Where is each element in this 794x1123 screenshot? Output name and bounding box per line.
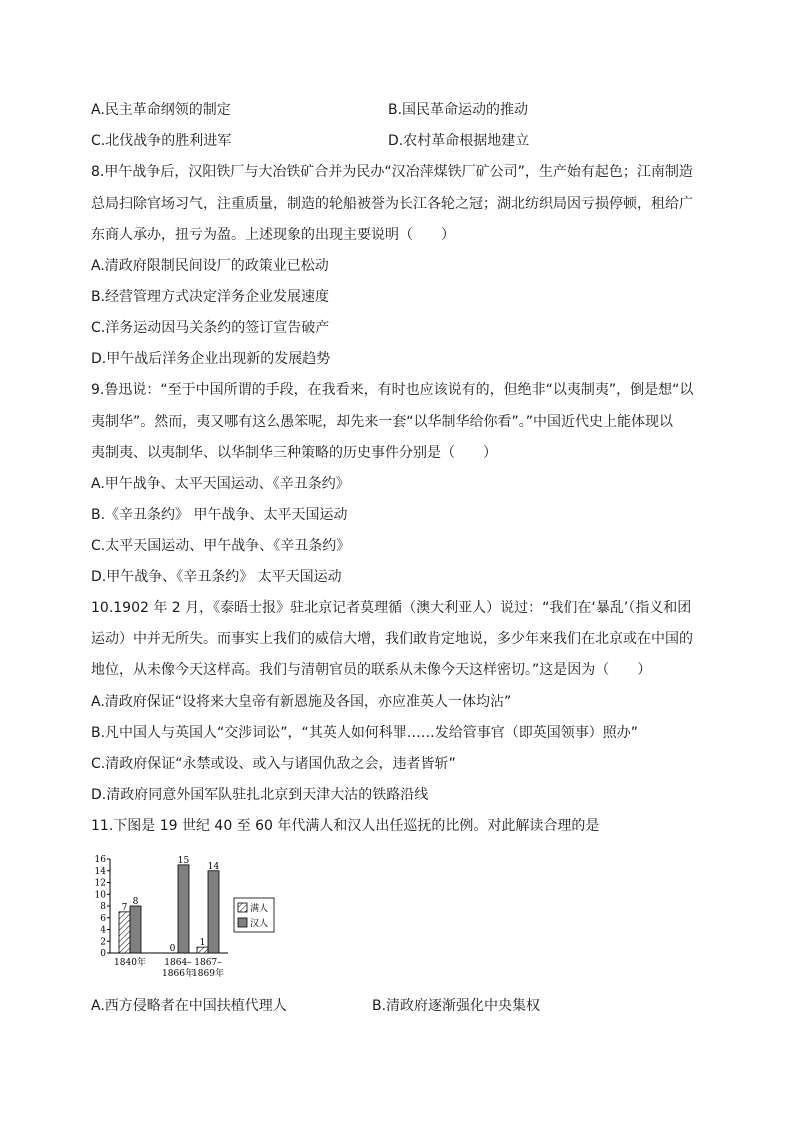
y-tick-label: 12 — [94, 878, 106, 889]
q10-option-a: A.清政府保证“设将来大皇帝有新恩施及各国，亦应准英人一体均沾” — [91, 694, 512, 710]
bar-value-label: 0 — [169, 944, 176, 954]
legend-label: 满人 — [250, 904, 269, 914]
q8-option-c: C.洋务运动因马关条约的签订宣告破产 — [91, 320, 330, 336]
q9-stem-line-1: 9.鲁迅说：“至于中国所谓的手段，在我看来，有时也应该说有的，但绝非“以夷制夷”，倒是想“以 — [91, 382, 694, 398]
x-category-label: 1866年 — [162, 969, 194, 979]
q8-stem-line-1: 8.甲午战争后，汉阳铁厂与大冶铁矿合并为民办“汉冶萍煤铁厂矿公司”，生产始有起色；江南制造 — [91, 164, 693, 180]
x-category-label: 1864– — [164, 958, 192, 968]
q8-option-d: D.甲午战后洋务企业出现新的发展趋势 — [91, 351, 331, 367]
q7-option-b: B.国民革命运动的推动 — [388, 102, 529, 118]
q7-option-d: D.农村革命根据地建立 — [388, 133, 530, 149]
bar-value-label: 14 — [207, 861, 220, 872]
q10-stem-line-3: 地位，从未像今天这样高。我们与清朝官员的联系从未像今天这样密切。”这是因为（ ） — [91, 662, 652, 678]
q11-bar-chart — [88, 848, 288, 983]
q9-stem-line-2: 夷制华”。然而，夷又哪有这么愚笨呢，却先来一套“以华制华给你看”。”中国近代史上能体现以 — [91, 414, 674, 430]
q10-option-d: D.清政府同意外国军队驻扎北京到天津大沽的铁路沿线 — [91, 787, 429, 803]
bar-value-label: 8 — [132, 897, 139, 907]
y-tick-label: 0 — [100, 949, 106, 959]
y-tick-label: 10 — [94, 890, 106, 901]
q9-option-b: B.《辛丑条约》 甲午战争、太平天国运动 — [91, 507, 348, 523]
q9-option-d: D.甲午战争、《辛丑条约》 太平天国运动 — [91, 569, 342, 585]
legend-swatch — [238, 903, 247, 912]
q10-stem-line-2: 运动）中并无所失。而事实上我们的威信大增，我们敢肯定地说，多少年来我们在北京或在中国的 — [91, 631, 693, 647]
q10-option-b: B.凡中国人与英国人“交涉词讼”，“其英人如何科罪……发给管事官（即英国领事）照办” — [91, 725, 639, 741]
y-tick-label: 8 — [100, 902, 106, 912]
bar-满人 — [119, 912, 130, 953]
x-category-label: 1840年 — [114, 958, 146, 968]
q8-stem-line-2: 总局扫除官场习气，注重质量，制造的轮船被誉为长江各轮之冠；湖北纺织局因亏损停顿，租给广 — [91, 196, 693, 212]
q11-option-b: B.清政府逐渐强化中央集权 — [372, 998, 541, 1014]
bar-汉人 — [208, 871, 219, 953]
y-tick-label: 16 — [94, 855, 106, 865]
y-tick-label: 14 — [94, 866, 106, 877]
legend-swatch — [238, 918, 247, 927]
q9-option-c: C.太平天国运动、甲午战争、《辛丑条约》 — [91, 538, 351, 554]
q7-option-c: C.北伐战争的胜利进军 — [91, 133, 232, 149]
y-tick-label: 4 — [100, 925, 106, 936]
q10-stem-line-1: 10.1902 年 2 月，《泰晤士报》驻北京记者莫理循（澳大利亚人）说过：“我们在‘暴乱’（指义和团 — [91, 600, 692, 616]
bar-汉人 — [178, 865, 189, 953]
bar-value-label: 15 — [177, 855, 190, 866]
bar-value-label: 7 — [121, 902, 128, 913]
q10-option-c: C.清政府保证“永禁或设、或入与诸国仇敌之会，违者皆斩” — [91, 756, 456, 772]
bar-value-label: 1 — [199, 938, 206, 949]
y-tick-label: 6 — [100, 913, 106, 924]
q11-stem: 11.下图是 19 世纪 40 至 60 年代满人和汉人出任巡抚的比例。对此解读合理的是 — [91, 818, 600, 834]
q9-stem-line-3: 夷制夷、以夷制华、以华制华三种策略的历史事件分别是（ ） — [91, 445, 497, 461]
y-tick-label: 2 — [100, 937, 106, 948]
x-category-label: 1869年 — [192, 969, 224, 979]
x-category-label: 1867– — [194, 958, 222, 968]
q8-stem-line-3: 东商人承办，扭亏为盈。上述现象的出现主要说明（ ） — [91, 227, 455, 243]
q9-option-a: A.甲午战争、太平天国运动、《辛丑条约》 — [91, 476, 350, 492]
legend-label: 汉人 — [250, 919, 269, 929]
chart-svg — [88, 848, 288, 983]
bar-汉人 — [130, 906, 141, 953]
q11-option-a: A.西方侵略者在中国扶植代理人 — [91, 998, 287, 1014]
q7-option-a: A.民主革命纲领的制定 — [91, 102, 231, 118]
q8-option-b: B.经营管理方式决定洋务企业发展速度 — [91, 289, 330, 305]
q8-option-a: A.清政府限制民间设厂的政策业已松动 — [91, 258, 329, 274]
